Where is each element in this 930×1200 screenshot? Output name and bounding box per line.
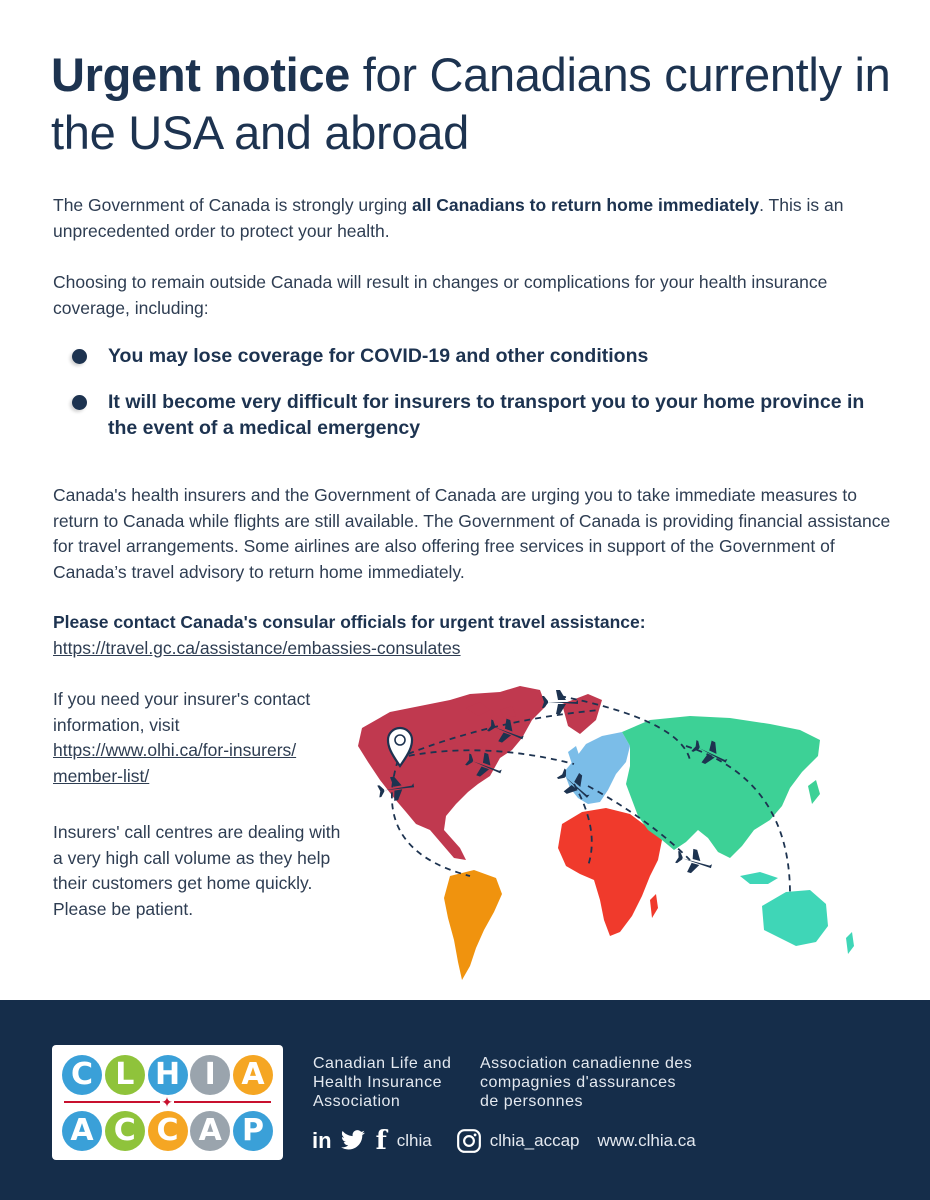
logo-letter: C <box>105 1111 145 1151</box>
insurer-text: If you need your insurer's contact information, visit <box>53 689 311 735</box>
association-name-french: Association canadienne des compagnies d'assurances de personnes <box>480 1055 693 1110</box>
risk-list <box>70 343 890 461</box>
insurer-link[interactable]: https://www.olhi.ca/for-insurers/ member-list/ <box>53 740 297 786</box>
indonesia-shape <box>740 872 778 884</box>
footer <box>0 1000 930 1200</box>
social-handle-clhia[interactable]: clhia <box>396 1131 432 1150</box>
intro-paragraph <box>53 193 903 244</box>
logo-letter: H <box>148 1055 188 1095</box>
page-title <box>51 46 891 162</box>
north-america-shape <box>358 686 546 860</box>
logo-row-top <box>62 1055 273 1095</box>
title-rest: for Canadians currently in the USA and abroad <box>51 48 891 159</box>
consular-contact <box>53 610 903 661</box>
bullet-dot-icon <box>72 349 87 364</box>
logo-letter: A <box>190 1111 230 1151</box>
social-handle-clhia-accap[interactable]: clhia_accap <box>489 1131 580 1150</box>
madagascar-shape <box>650 894 658 918</box>
logo-letter: A <box>62 1111 102 1151</box>
south-america-shape <box>444 870 502 980</box>
europe-shape <box>564 732 630 804</box>
consular-label: Please contact Canada's consular officials for urgent travel assistance: <box>53 612 646 632</box>
consular-link[interactable]: https://travel.gc.ca/assistance/embassies-consulates <box>53 637 461 658</box>
logo-letter: I <box>190 1055 230 1095</box>
insurer-paragraph <box>53 687 353 789</box>
intro-text-end: . This is an unprecedented order to protect your health. <box>53 195 844 241</box>
clhia-accap-logo <box>52 1045 283 1160</box>
australia-shape <box>762 890 828 946</box>
maple-leaf-icon: ✦ <box>161 1094 173 1110</box>
logo-letter: C <box>148 1111 188 1151</box>
facebook-icon[interactable]: f <box>375 1126 387 1156</box>
callcentre-paragraph: Insurers' call centres are dealing with a very high call volume as they help their customers get home quickly. Please be patient. <box>53 822 341 919</box>
association-name-english: Canadian Life and Health Insurance Association <box>313 1055 452 1110</box>
instagram-icon[interactable] <box>456 1128 482 1154</box>
urging-paragraph: Canada's health insurers and the Government of Canada are urging you to take immediate measures to return to Canada while flights are still available. The Government of Canada is providing financial assistance for travel arrangements. Some airlines are also offering free services in support of the Government of Canada’s travel advisory to return home immediately. <box>53 485 891 582</box>
logo-row-bottom <box>62 1111 273 1151</box>
world-map <box>350 680 910 990</box>
intro-emphasis: all Canadians to return home immediately <box>411 195 760 215</box>
new-zealand-shape <box>846 932 854 954</box>
list-item <box>70 389 890 441</box>
logo-letter: C <box>62 1055 102 1095</box>
bullet-text: It will become very difficult for insurers to transport you to your home province in the event of a medical emergency <box>108 391 865 439</box>
logo-letter: A <box>233 1055 273 1095</box>
japan-shape <box>808 780 820 804</box>
social-links <box>312 1124 696 1158</box>
intro-text: The Government of Canada is strongly urging <box>53 195 412 215</box>
twitter-icon[interactable] <box>340 1130 366 1152</box>
title-emphasis: Urgent notice <box>51 48 351 101</box>
linkedin-icon[interactable]: in <box>312 1128 332 1153</box>
logo-letter: L <box>105 1055 145 1095</box>
coverage-paragraph: Choosing to remain outside Canada will result in changes or complications for your health insurance coverage, including: <box>53 272 828 318</box>
bullet-dot-icon <box>72 395 87 410</box>
list-item <box>70 343 890 369</box>
bullet-text: You may lose coverage for COVID-19 and other conditions <box>108 345 649 367</box>
logo-letter: P <box>233 1111 273 1151</box>
website-link[interactable]: www.clhia.ca <box>597 1131 696 1150</box>
